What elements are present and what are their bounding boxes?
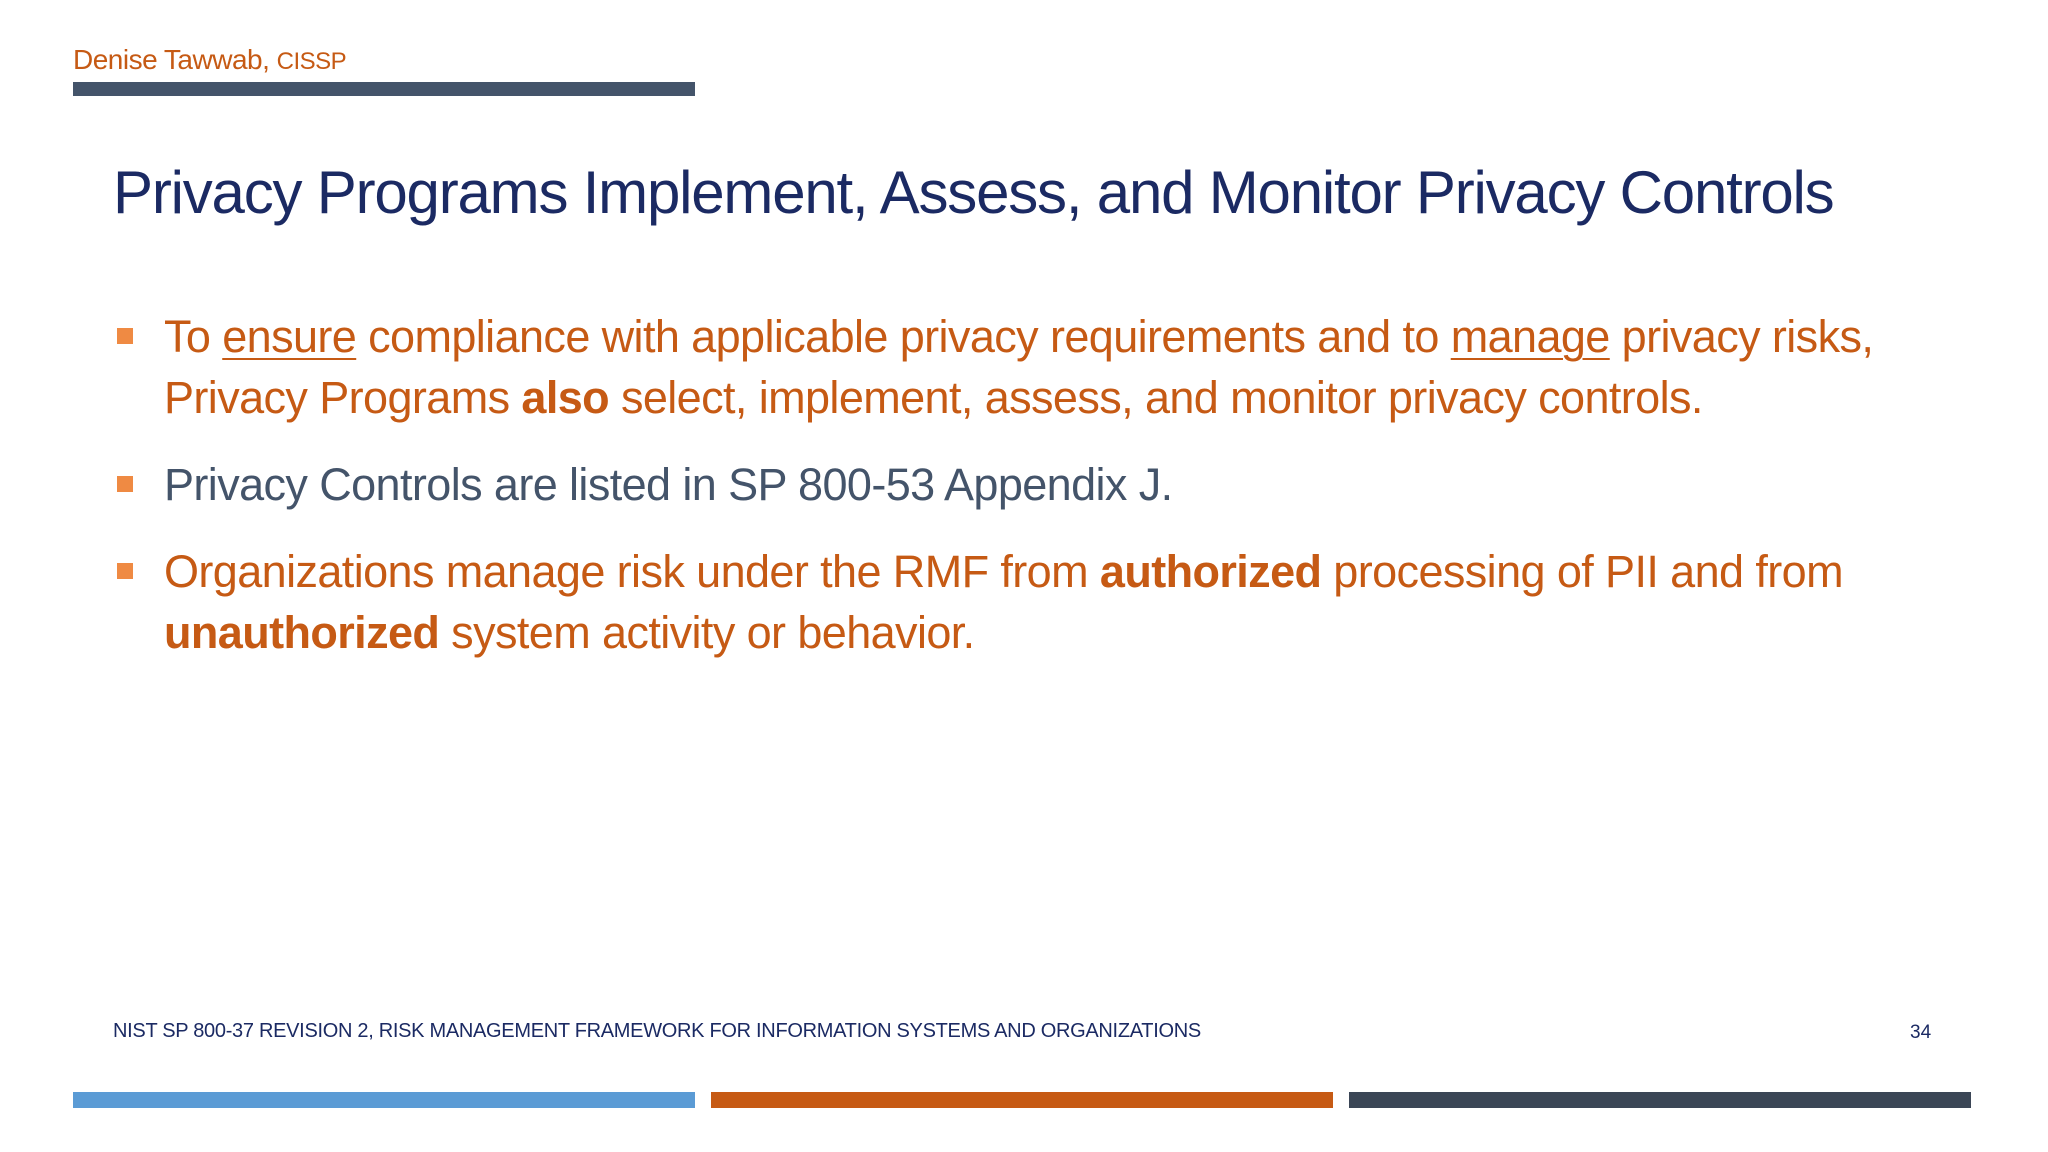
bullet-3-text-3: system activity or behavior. bbox=[439, 607, 975, 658]
bullet-3-text-2: processing of PII and from bbox=[1321, 546, 1843, 597]
bullet-item-3 bbox=[113, 541, 1953, 663]
bullet-3-unauthorized: unauthorized bbox=[164, 607, 440, 658]
author-name-text: Denise Tawwab, bbox=[73, 44, 270, 75]
page-number: 34 bbox=[1910, 1022, 1932, 1043]
bullet-item-1 bbox=[113, 306, 1953, 428]
bullet-square-icon bbox=[117, 563, 133, 579]
bullet-square-icon bbox=[117, 476, 133, 492]
bullet-square-icon bbox=[117, 328, 133, 344]
slide-title: Privacy Programs Implement, Assess, and Monitor Privacy Controls bbox=[113, 159, 1834, 226]
bullet-2-text: Privacy Controls are listed in SP 800-53 Appendix J. bbox=[164, 459, 1173, 510]
footer-bar-orange bbox=[711, 1092, 1333, 1108]
footer-bar-blue bbox=[73, 1092, 695, 1108]
footer-bar-dark bbox=[1349, 1092, 1971, 1108]
bullet-list bbox=[113, 306, 1953, 689]
bullet-1-text-2: compliance with applicable privacy requirements and to bbox=[356, 311, 1451, 362]
author-credential: CISSP bbox=[276, 48, 347, 75]
author-name bbox=[73, 44, 346, 76]
bullet-1-ensure: ensure bbox=[222, 311, 357, 362]
bullet-1-text-4: select, implement, assess, and monitor privacy controls. bbox=[609, 372, 1703, 423]
bullet-item-2 bbox=[113, 454, 1953, 515]
bullet-1-manage: manage bbox=[1450, 311, 1610, 362]
bullet-1-text-1: To bbox=[164, 311, 223, 362]
bullet-3-authorized: authorized bbox=[1099, 546, 1322, 597]
footer-source: NIST SP 800-37 REVISION 2, RISK MANAGEMENT FRAMEWORK FOR INFORMATION SYSTEMS AND ORGANIZATIONS bbox=[113, 1020, 1201, 1042]
bullet-3-text-1: Organizations manage risk under the RMF from bbox=[164, 546, 1100, 597]
bullet-1-also: also bbox=[521, 372, 610, 423]
header-divider-bar bbox=[73, 82, 695, 96]
bullet-1-text-3: privacy risks, Privacy Programs bbox=[164, 311, 1874, 423]
